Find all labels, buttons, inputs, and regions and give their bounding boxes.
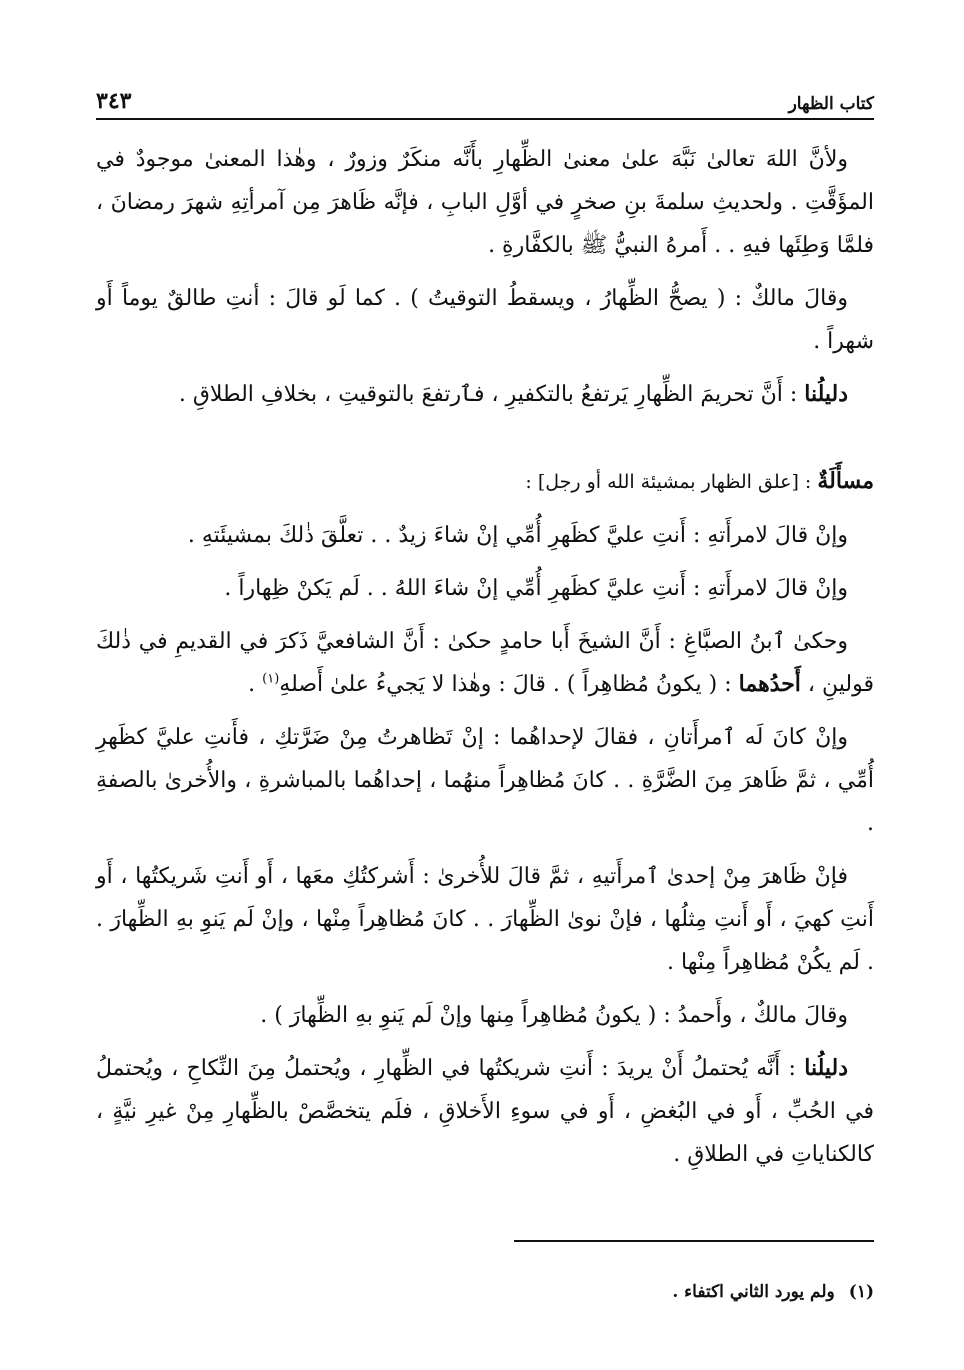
paragraph-text: وإنْ كانَ لَه ٱمرأَتانِ ، فقالَ لإحداهُما : إنْ تَظاهرتُ مِنْ ضَرَّتكِ ، فأَنتِ عليَّ كظَهرِ أُمِّي ، ثمَّ ظَاهرَ مِنَ الضَّرَّةِ . . كانَ مُظاهِراً منهُما ، إحداهُما بالمباشرةِ ، والأُخرىٰ بالصفةِ . <box>96 725 874 836</box>
paragraph <box>96 514 874 557</box>
paragraph-text: فإنْ ظَاهرَ مِنْ إحدىٰ ٱمرأَتيهِ ، ثمَّ قالَ للأُخرىٰ : أَشركتُكِ معَها ، أَو أَنتِ شَريكتُها ، أَو أَنتِ كهيَ ، أَو أَنتِ مِثلُها ، فإنْ نوىٰ الظِّهارَ . . كانَ مُظاهِراً مِنْها ، وإنْ لَم يَنوِ بهِ الظِّهارَ . . لَم يكُنْ مُظاهِراً مِنْها . <box>96 864 874 975</box>
footnote-reference[interactable]: (١) <box>262 671 280 687</box>
section-heading <box>96 460 874 504</box>
chapter-title: كتاب الظهار <box>788 94 874 114</box>
evidence-lead: دليلُنا <box>804 1055 848 1081</box>
paragraph-text: وحكىٰ ٱبنُ الصبَّاغِ : أَنَّ الشيخَ أَبا حامدٍ حكىٰ : أَنَّ الشافعيَّ ذَكرَ في القديمِ في ذٰلكَ قولينِ ، <box>96 629 874 697</box>
paragraph <box>96 994 874 1037</box>
paragraph-text: . <box>248 672 263 697</box>
page-number: ٣٤٣ <box>96 88 132 114</box>
footnote-text: ولم يورد الثاني اكتفاء . <box>672 1282 835 1302</box>
paragraph-text: : أَنَّ تحريمَ الظِّهارِ يَرتفعُ بالتكفيرِ ، فٱرتفعَ بالتوقيتِ ، بخلافِ الطلاقِ . <box>178 382 805 407</box>
paragraph <box>96 1047 874 1176</box>
issue-heading: مسأَلَةٌ <box>817 468 874 494</box>
paragraph <box>96 716 874 845</box>
evidence-lead: دليلُنا <box>804 381 848 407</box>
paragraph-text: وإنْ قالَ لامرأَتهِ : أَنتِ عليَّ كظَهرِ أُمِّي إنْ شاءَ اللهُ . . لَم يَكنْ ظِهاراً . <box>224 576 848 601</box>
paragraph <box>96 855 874 984</box>
document-page <box>96 70 874 1302</box>
page-body <box>96 138 874 1176</box>
paragraph-text: وإنْ قالَ لامرأَتهِ : أَنتِ عليَّ كظَهرِ أُمِّي إنْ شاءَ زيدٌ . . تعلَّقَ ذٰلكَ بمشيئَتهِ . <box>187 523 848 548</box>
paragraph-text: ولأنَّ اللهَ تعالىٰ نَبَّهَ علىٰ معنىٰ الظِّهارِ بأَنَّه منكَرٌ وزورٌ ، وهٰذا المعنىٰ موجودٌ في المؤَقَّتِ . ولحديثِ سلمةَ بنِ صخرٍ في أوَّلِ البابِ ، فإنَّه ظَاهرَ مِن آمرأتِهِ شهرَ رمضانَ ، فلمَّا وَطِئَها فيهِ . . أَمرهُ النبيُّ ﷺ بالكفَّارةِ . <box>96 147 874 258</box>
paragraph-text: وقالَ مالكٌ : ( يصحُّ الظِّهارُ ، ويسقطُ التوقيتُ ) . كما لَو قالَ : أنتِ طالقٌ يوماً أَو شهراً . <box>96 286 874 354</box>
paragraph <box>96 567 874 610</box>
paragraph <box>96 277 874 363</box>
paragraph <box>96 620 874 706</box>
paragraph-text: وقالَ مالكٌ ، وأَحمدُ : ( يكونُ مُظاهِراً مِنها وإنْ لَم يَنوِ بهِ الظِّهارَ ) . <box>260 1003 848 1028</box>
footnote <box>96 1278 874 1306</box>
footnote-divider <box>514 1240 874 1242</box>
first-opinion-lead: أَحدُهما <box>738 671 801 697</box>
paragraph <box>96 138 874 267</box>
paragraph-text: : ( يكونُ مُظاهِراً ) . قالَ : وهٰذا لا يَجيءُ علىٰ أَصلهِ <box>279 672 739 697</box>
paragraph-text: : أَنَّه يُحتملُ أَنْ يريدَ : أَنتِ شريكتُها في الظِّهارِ ، ويُحتملُ مِنَ النِّكاحِ ، ويُحتملُ في الحُبِّ ، أَو في البُغضِ ، أَو في سوءِ الأَخلاقِ ، فلَم يتخصَّصْ بالظِّهارِ مِنْ غيرِ نيَّةٍ ، كالكناياتِ في الطلاقِ . <box>96 1056 874 1167</box>
issue-topic: : [علق الظهار بمشيئة الله أو رجل] : <box>525 471 818 493</box>
running-header <box>96 70 874 120</box>
paragraph <box>96 373 874 416</box>
footnote-number: (١) <box>848 1282 874 1302</box>
